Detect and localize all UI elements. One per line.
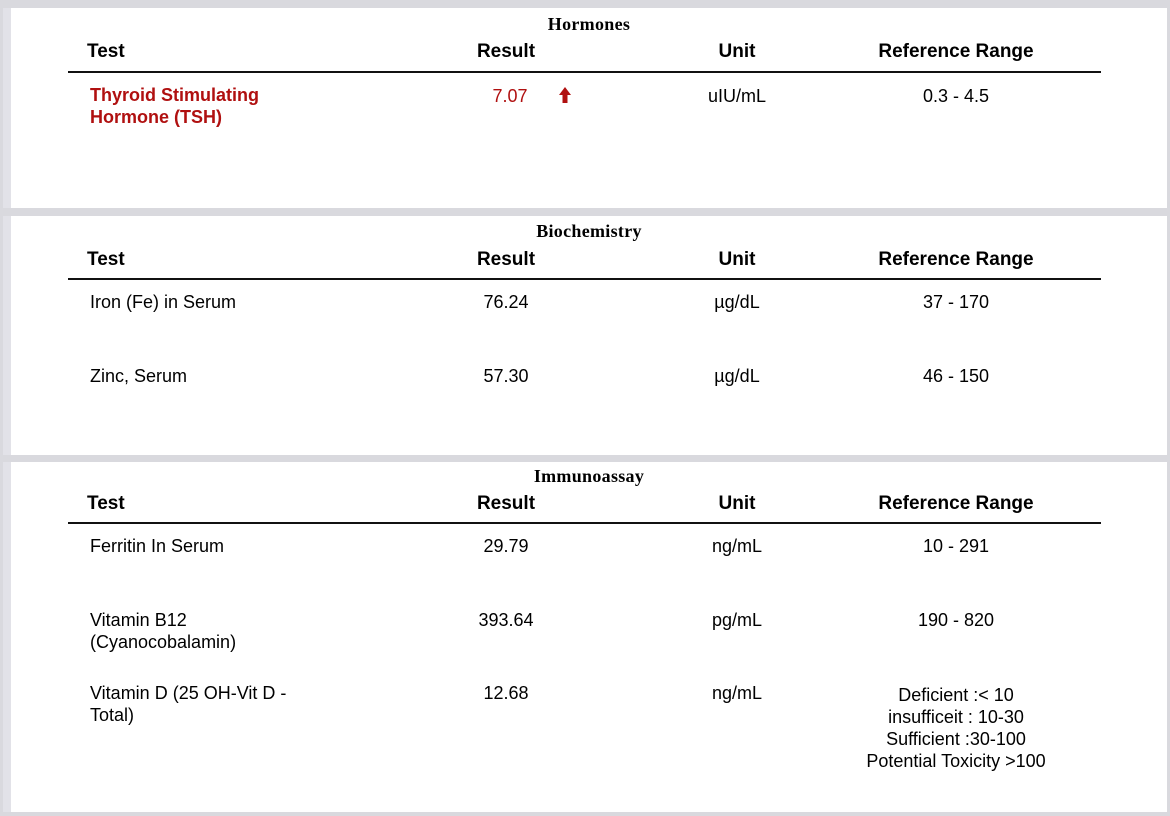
reference-line: Sufficient :30-100 xyxy=(886,729,1026,749)
section-title: Immunoassay xyxy=(533,466,645,486)
result-value: 393.64 xyxy=(478,610,534,630)
test-name: Zinc, Serum xyxy=(90,366,188,386)
header-divider xyxy=(68,278,1101,280)
test-name-line: Hormone (TSH) xyxy=(90,107,222,127)
section-hormones xyxy=(3,8,1167,208)
column-header-result: Result xyxy=(476,493,536,514)
column-header-reference: Reference Range xyxy=(878,493,1034,514)
reference-line: Potential Toxicity >100 xyxy=(866,751,1046,771)
section-immunoassay xyxy=(3,462,1167,812)
result-value: 12.68 xyxy=(483,683,529,703)
reference-range xyxy=(831,684,1081,772)
column-header-reference: Reference Range xyxy=(878,41,1034,62)
reference-line: insufficeit : 10-30 xyxy=(888,707,1024,727)
reference-range: 46 - 150 xyxy=(922,366,990,386)
test-name-line: (Cyanocobalamin) xyxy=(90,632,237,652)
column-header-test: Test xyxy=(87,41,125,62)
reference-line: Deficient :< 10 xyxy=(898,685,1014,705)
column-header-unit: Unit xyxy=(718,41,756,62)
unit-value: uIU/mL xyxy=(707,86,767,106)
test-name: Ferritin In Serum xyxy=(90,536,225,556)
section-title: Biochemistry xyxy=(536,221,642,241)
column-header-test: Test xyxy=(87,493,125,514)
section-biochemistry xyxy=(3,216,1167,455)
test-name: Iron (Fe) in Serum xyxy=(90,292,237,312)
unit-value: ng/mL xyxy=(711,683,763,703)
test-name-line: Thyroid Stimulating xyxy=(90,85,259,105)
unit-value: µg/dL xyxy=(714,292,760,312)
test-name-line: Vitamin B12 xyxy=(90,610,187,630)
unit-value: pg/mL xyxy=(711,610,763,630)
test-name xyxy=(90,682,286,726)
section-title: Hormones xyxy=(547,14,631,34)
result-value: 57.30 xyxy=(483,366,529,386)
column-header-result: Result xyxy=(476,41,536,62)
high-arrow-icon xyxy=(558,86,572,104)
column-header-unit: Unit xyxy=(718,249,756,270)
result-value: 76.24 xyxy=(483,292,529,312)
reference-range: 37 - 170 xyxy=(922,292,990,312)
column-header-result: Result xyxy=(476,249,536,270)
header-divider xyxy=(68,522,1101,524)
unit-value: ng/mL xyxy=(711,536,763,556)
test-name xyxy=(90,84,259,128)
test-name-line: Vitamin D (25 OH-Vit D - xyxy=(90,683,287,703)
reference-line: 0.3 - 4.5 xyxy=(922,86,990,106)
header-divider xyxy=(68,71,1101,73)
reference-range xyxy=(831,85,1081,107)
test-name-line: Total) xyxy=(90,705,135,725)
column-header-reference: Reference Range xyxy=(878,249,1034,270)
result-value: 7.07 xyxy=(492,86,528,106)
column-header-unit: Unit xyxy=(718,493,756,514)
test-name xyxy=(90,609,236,653)
result-value: 29.79 xyxy=(483,536,529,556)
column-header-test: Test xyxy=(87,249,125,270)
reference-range: 190 - 820 xyxy=(917,610,995,630)
reference-range: 10 - 291 xyxy=(922,536,990,556)
unit-value: µg/dL xyxy=(714,366,760,386)
